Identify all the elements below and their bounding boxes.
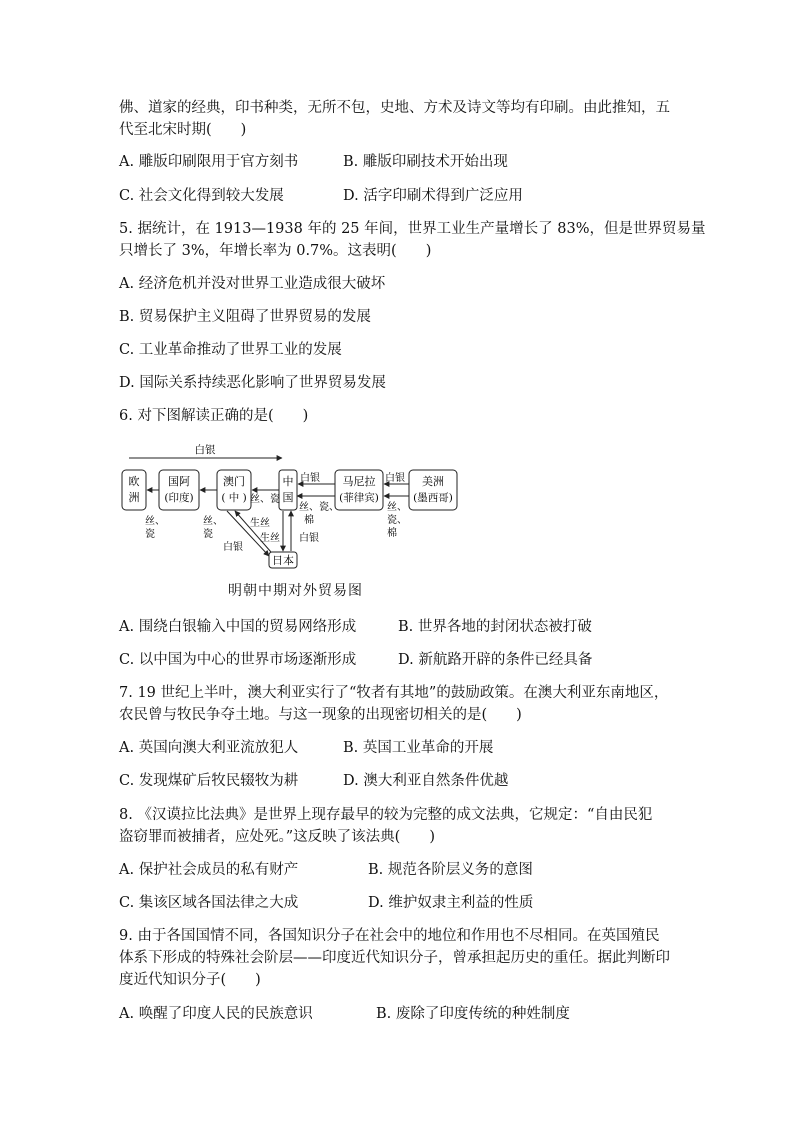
q4-stem-line2: 代至北宋时期( ) (119, 122, 247, 138)
diagram-caption: 明朝中期对外贸易图 (228, 583, 363, 599)
q8-option-b: B. 规范各阶层义务的意图 (368, 862, 533, 878)
q4-option-b: B. 雕版印刷技术开始出现 (343, 154, 508, 170)
q6-option-d: D. 新航路开辟的条件已经具备 (398, 652, 593, 668)
silver-label-manila-am: 白银 (385, 473, 405, 484)
q8-option-c: C. 集该区域各国法律之大成 (119, 895, 299, 911)
q4-option-a: A. 雕版印刷限用于官方刻书 (119, 154, 299, 170)
q6-stem: 6. 对下图解读正确的是( ) (119, 408, 309, 424)
q9-option-a: A. 唤醒了印度人民的民族意识 (119, 1006, 313, 1022)
q6-option-a: A. 围绕白银输入中国的贸易网络形成 (119, 619, 357, 635)
q8-stem-line1: 8. 《汉谟拉比法典》是世界上现存最早的较为完整的成文法典，它规定：“自由民犯 (119, 807, 653, 823)
manila-label-2: (菲律宾) (339, 492, 379, 504)
america-label-2: (墨西哥) (413, 492, 453, 504)
goods-label-2b: 瓷 (203, 529, 213, 540)
q8-stem-line2: 盗窃罪而被捕者，应处死。”这反映了该法典( ) (119, 829, 435, 845)
japan-label: 日本 (272, 554, 294, 567)
goods-label-5a: 丝、 (387, 502, 407, 513)
goods-label-4b: 棉 (304, 515, 314, 526)
q5-stem-line1: 5. 据统计，在 1913—1938 年的 25 年间，世界工业生产量增长了 83%，但是世界贸易量 (119, 221, 706, 237)
top-silver-label: 白银 (194, 444, 216, 456)
goods-label-5b: 瓷、 (387, 515, 407, 526)
india-label-2: (印度) (164, 492, 194, 504)
goods-label-2a: 丝、 (203, 516, 223, 527)
manila-label-1: 马尼拉 (342, 475, 376, 488)
china-label-1: 中 (282, 475, 294, 488)
europe-label-1: 欧 (128, 475, 140, 488)
silver-label-cn-manila: 白银 (300, 473, 320, 484)
silver-label-jp-right: 白银 (299, 533, 319, 544)
q9-option-b: B. 废除了印度传统的种姓制度 (376, 1006, 570, 1022)
q9-stem-line1: 9. 由于各国国情不同，各国知识分子在社会中的地位和作用也不尽相同。在英国殖民 (119, 928, 660, 944)
america-label-1: 美洲 (422, 475, 444, 488)
goods-label-5c: 棉 (387, 528, 397, 539)
q5-option-b: B. 贸易保护主义阻碍了世界贸易的发展 (119, 309, 371, 325)
q6-option-c: C. 以中国为中心的世界市场逐渐形成 (119, 652, 357, 668)
goods-label-4a: 丝、瓷、 (299, 502, 339, 513)
q7-stem-line2: 农民曾与牧民争夺土地。与这一现象的出现密切相关的是( ) (119, 707, 522, 723)
macau-label-2: ( 中 ) (221, 492, 247, 504)
europe-label-2: 洲 (128, 491, 140, 504)
q5-stem-line2: 只增长了 3%，年增长率为 0.7%。这表明( ) (119, 243, 432, 259)
q7-option-a: A. 英国向澳大利亚流放犯人 (119, 740, 299, 756)
shengsi-label-1: 生丝 (250, 518, 270, 529)
q9-stem-line2: 体系下形成的特殊社会阶层——印度近代知识分子，曾承担起历史的重任。据此判断印 (119, 950, 670, 966)
q8-option-a: A. 保护社会成员的私有财产 (119, 862, 299, 878)
trade-diagram (119, 440, 479, 570)
q7-option-d: D. 澳大利亚自然条件优越 (343, 773, 509, 789)
china-label-2: 国 (282, 491, 294, 504)
q9-stem-line3: 度近代知识分子( ) (119, 972, 261, 988)
q7-option-b: B. 英国工业革命的开展 (343, 740, 494, 756)
q5-option-a: A. 经济危机并没对世界工业造成很大破坏 (119, 276, 386, 292)
goods-label-1b: 瓷 (145, 529, 155, 540)
q7-option-c: C. 发现煤矿后牧民辍牧为耕 (119, 773, 299, 789)
q4-option-c: C. 社会文化得到较大发展 (119, 188, 284, 204)
q4-option-d: D. 活字印刷术得到广泛应用 (343, 188, 523, 204)
q6-option-b: B. 世界各地的封闭状态被打破 (398, 619, 592, 635)
shengsi-label-2: 生丝 (260, 533, 280, 544)
q8-option-d: D. 维护奴隶主利益的性质 (368, 895, 534, 911)
q5-option-c: C. 工业革命推动了世界工业的发展 (119, 342, 342, 358)
goods-label-1a: 丝、 (145, 516, 165, 527)
india-label-1: 国阿 (168, 475, 190, 488)
q5-option-d: D. 国际关系持续恶化影响了世界贸易发展 (119, 375, 386, 391)
goods-label-3: 丝、瓷 (250, 494, 280, 505)
q7-stem-line1: 7. 19 世纪上半叶，澳大利亚实行了“牧者有其地”的鼓励政策。在澳大利亚东南地区， (119, 685, 669, 701)
macau-label-1: 澳门 (223, 475, 245, 488)
silver-label-jp-left: 白银 (223, 542, 243, 553)
q4-stem-line1: 佛、道家的经典，印书种类，无所不包，史地、方术及诗文等均有印刷。由此推知，五 (119, 100, 670, 116)
